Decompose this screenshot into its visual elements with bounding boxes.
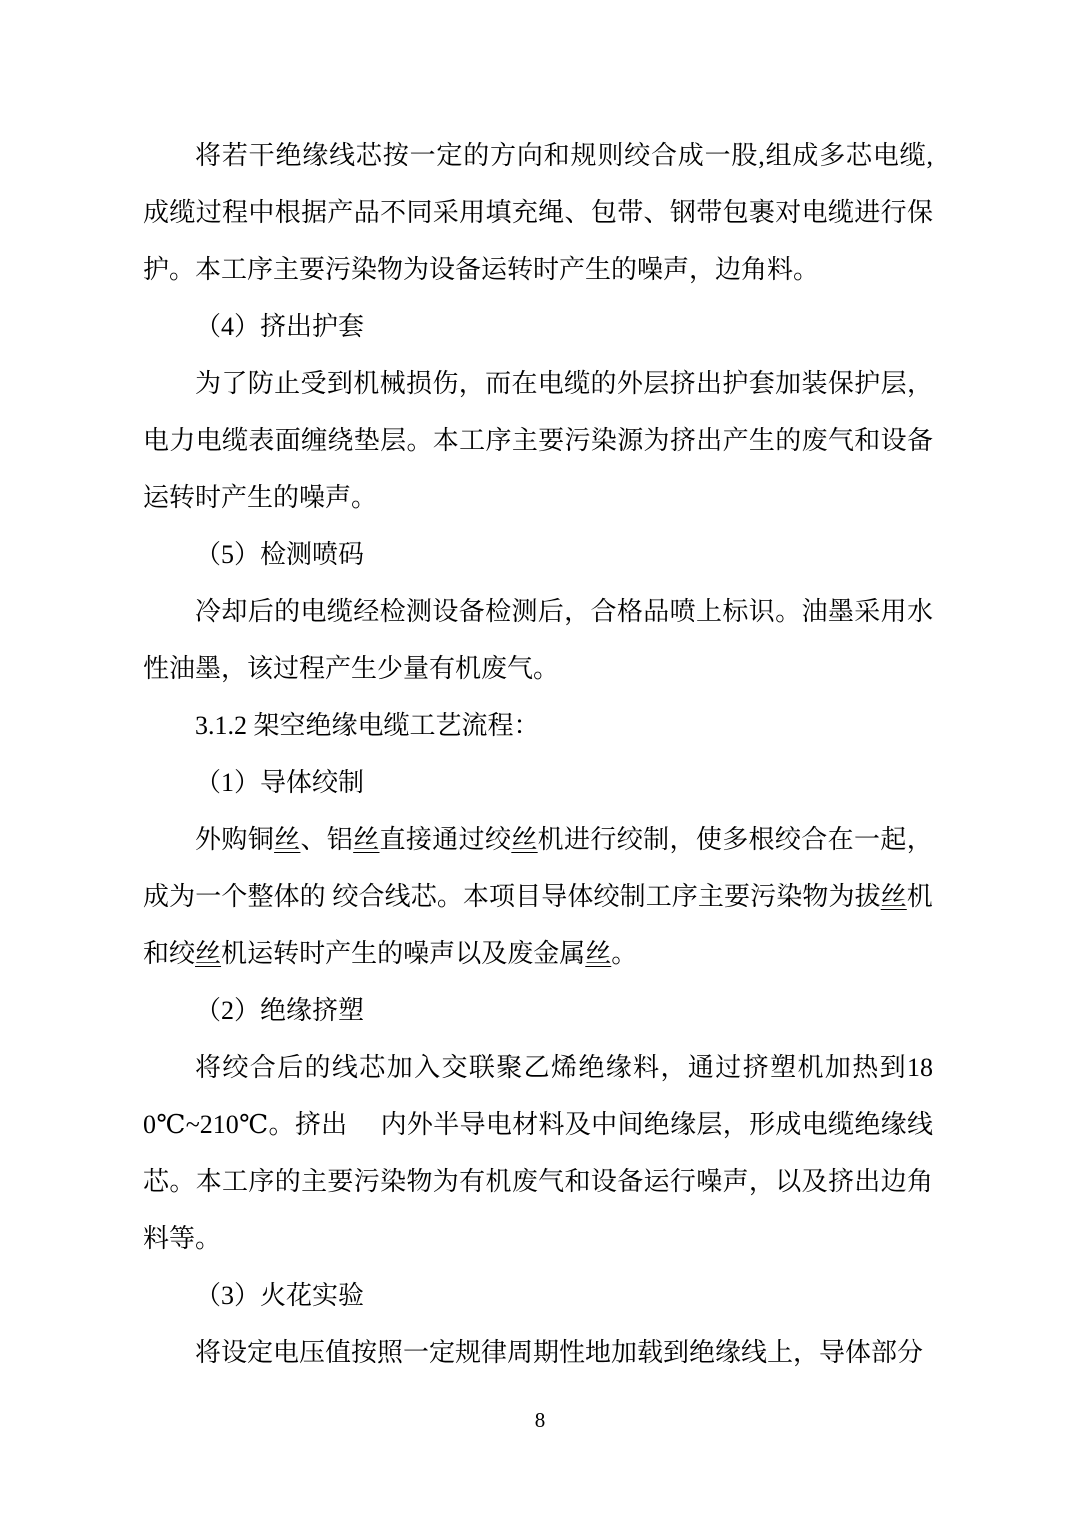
heading-step3-spark-test: （3）火花实验	[195, 1281, 365, 1310]
underlined-character: 丝	[195, 939, 222, 968]
underlined-character: 丝	[353, 825, 380, 854]
para-inspection-printing: 冷却后的电缆经检测设备检测后，合格品喷上标识。油墨采用水性油墨，该过程产生少量有机废气。	[143, 597, 933, 683]
underlined-character: 丝	[274, 825, 301, 854]
page-number: 8	[534, 1408, 546, 1432]
document-body	[143, 127, 933, 1381]
para-insulation-extrusion: 将绞合后的线芯加入交联聚乙烯绝缘料，通过挤塑机加热到180℃~210℃。挤出 内外半导电材料及中间绝缘层，形成电缆绝缘线芯。本工序的主要污染物为有机废气和设备运行噪声，以及挤出边角料等。	[143, 1053, 933, 1253]
heading-step5-inspection-printing: （5）检测喷码	[195, 540, 365, 569]
para-conductor-stranding: 外购铜丝、铝丝直接通过绞丝机进行绞制，使多根绞合在一起，成为一个整体的 绞合线芯。本项目导体绞制工序主要污染物为拔丝机和绞丝机运转时产生的噪声以及废金属丝。	[143, 825, 933, 968]
para-spark-test: 将设定电压值按照一定规律周期性地加载到绝缘线上，导体部分	[195, 1338, 924, 1367]
para-sheath-extrusion: 为了防止受到机械损伤，而在电缆的外层挤出护套加装保护层，电力电缆表面缠绕垫层。本工序主要污染源为挤出产生的废气和设备运转时产生的噪声。	[143, 369, 933, 512]
underlined-character: 丝	[511, 825, 538, 854]
underlined-character: 丝	[880, 882, 907, 911]
heading-section-3-1-2: 3.1.2 架空绝缘电缆工艺流程：	[195, 711, 540, 740]
heading-step1-conductor-stranding: （1）导体绞制	[195, 768, 365, 797]
para-cable-forming: 将若干绝缘线芯按一定的方向和规则绞合成一股,组成多芯电缆,成缆过程中根据产品不同采用填充绳、包带、钢带包裹对电缆进行保护。本工序主要污染物为设备运转时产生的噪声，边角料。	[143, 141, 933, 284]
heading-step4-sheath-extrusion: （4）挤出护套	[195, 312, 365, 341]
heading-step2-insulation-extrusion: （2）绝缘挤塑	[195, 996, 365, 1025]
underlined-character: 丝	[585, 939, 612, 968]
